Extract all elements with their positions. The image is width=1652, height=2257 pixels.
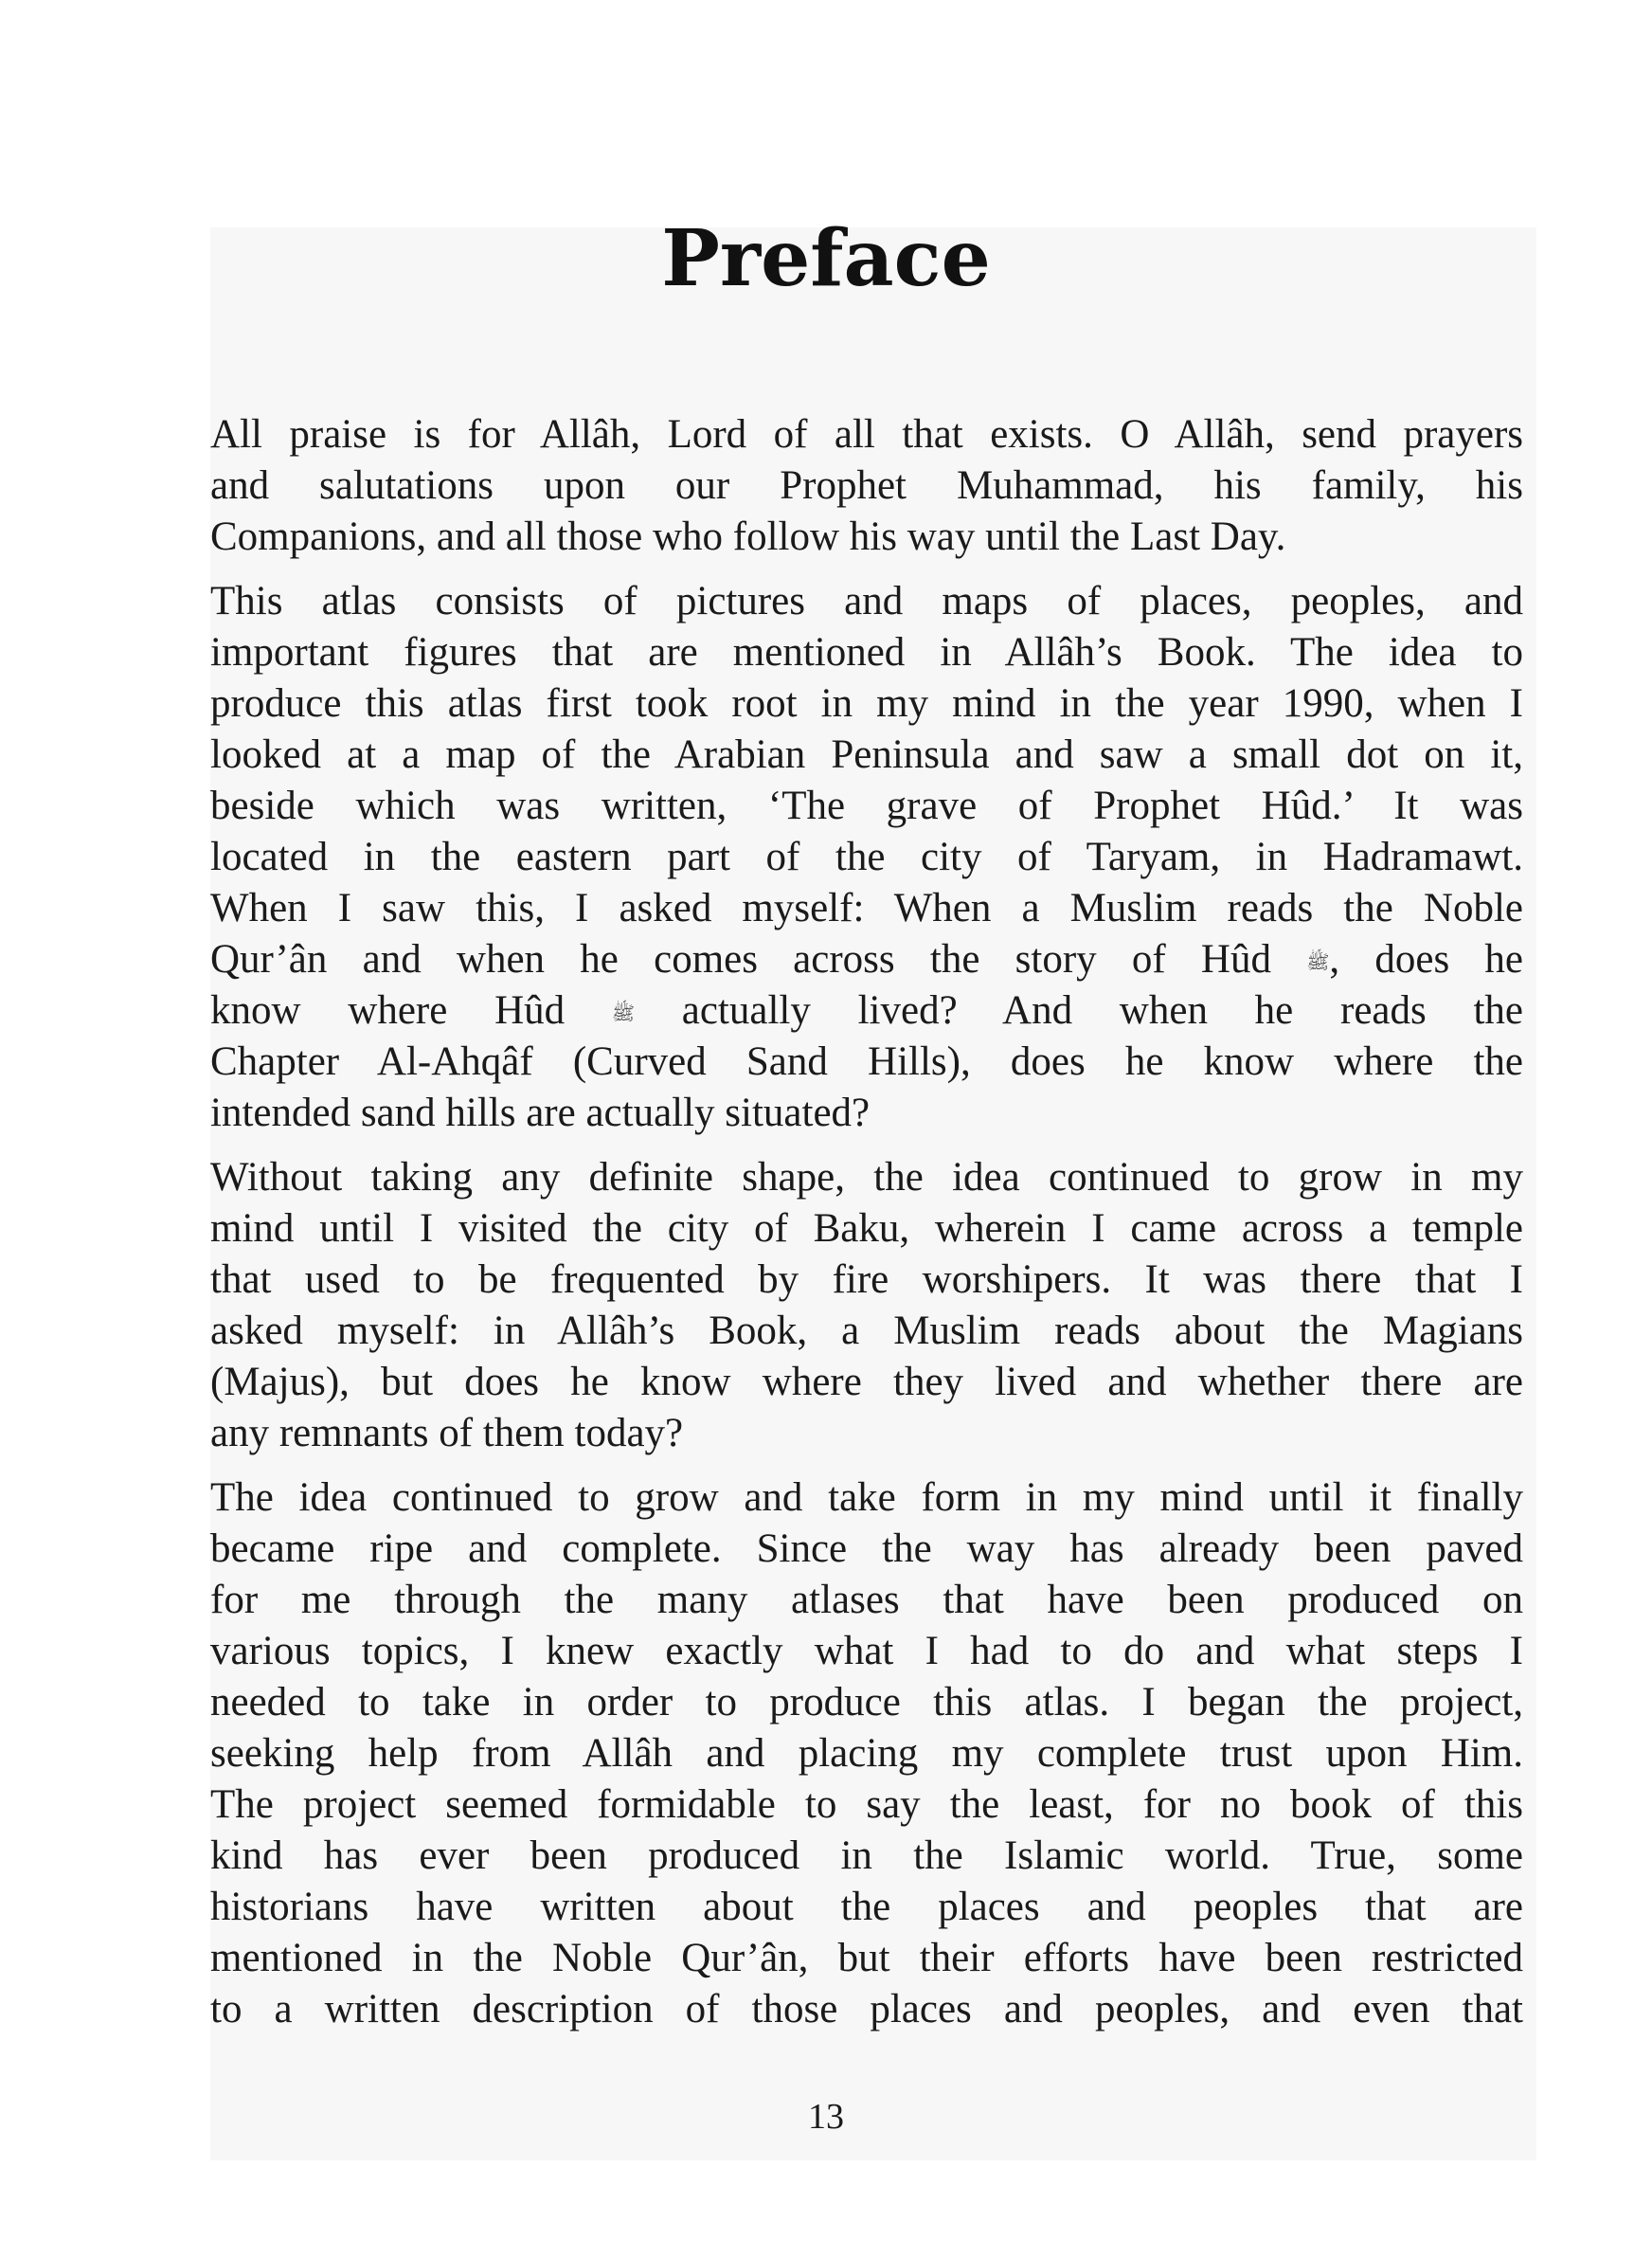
text-line: beside which was written, ‘The grave of Prophet Hûd.’ It was: [210, 784, 1523, 828]
paragraph-3: [210, 1152, 1523, 1459]
text-line: historians have written about the places and peoples that are: [210, 1885, 1523, 1929]
text-line: The project seemed formidable to say the least, for no book of this: [210, 1782, 1523, 1827]
text-line: and salutations upon our Prophet Muhammad, his family, his: [210, 463, 1523, 508]
honorific-glyph-icon: ﷺ: [1306, 950, 1330, 973]
text-line: produce this atlas first took root in my mind in the year 1990, when I: [210, 681, 1523, 726]
text-line: Chapter Al-Ahqâf (Curved Sand Hills), does he know where the: [210, 1039, 1523, 1084]
text-line: asked myself: in Allâh’s Book, a Muslim reads about the Magians: [210, 1309, 1523, 1353]
text-line: became ripe and complete. Since the way has already been paved: [210, 1526, 1523, 1571]
body-text: [210, 409, 1523, 2049]
text-line: When I saw this, I asked myself: When a Muslim reads the Noble: [210, 886, 1523, 930]
text-fragment: , does he: [1329, 937, 1523, 982]
text-line: intended sand hills are actually situated?: [210, 1091, 871, 1135]
text-fragment: actually lived? And when he reads the: [635, 988, 1523, 1033]
text-line: looked at a map of the Arabian Peninsula and saw a small dot on it,: [210, 732, 1523, 777]
text-line: important figures that are mentioned in Allâh’s Book. The idea to: [210, 630, 1523, 675]
paragraph-2: [210, 576, 1523, 1139]
text-fragment: Qur’ân and when he comes across the story of Hûd: [210, 937, 1307, 982]
text-line-with-honorific: [210, 934, 1523, 985]
text-line: needed to take in order to produce this atlas. I began the project,: [210, 1680, 1523, 1724]
text-line-with-honorific: [210, 985, 1523, 1037]
text-line: any remnants of them today?: [210, 1411, 684, 1455]
text-line: seeking help from Allâh and placing my complete trust upon Him.: [210, 1731, 1523, 1776]
paragraph-1: [210, 409, 1523, 563]
text-line: This atlas consists of pictures and maps of places, peoples, and: [210, 579, 1523, 623]
text-line: that used to be frequented by fire worshipers. It was there that I: [210, 1257, 1523, 1302]
text-fragment: know where Hûd: [210, 988, 612, 1033]
text-line: (Majus), but does he know where they lived and whether there are: [210, 1360, 1523, 1404]
text-line: Companions, and all those who follow his way until the Last Day.: [210, 515, 1286, 559]
page-title: Preface: [661, 213, 991, 304]
page-number: 13: [808, 2097, 844, 2137]
text-line: All praise is for Allâh, Lord of all that exists. O Allâh, send prayers: [210, 412, 1523, 457]
text-line: for me through the many atlases that have been produced on: [210, 1578, 1523, 1622]
text-line: Without taking any definite shape, the idea continued to grow in my: [210, 1155, 1523, 1200]
honorific-glyph-icon: ﷺ: [611, 1002, 636, 1024]
text-line: mind until I visited the city of Baku, wherein I came across a temple: [210, 1206, 1523, 1251]
text-line: located in the eastern part of the city of Taryam, in Hadramawt.: [210, 835, 1523, 879]
text-line: The idea continued to grow and take form in my mind until it finally: [210, 1475, 1523, 1520]
text-line: to a written description of those places and peoples, and even that: [210, 1987, 1523, 2031]
text-line: kind has ever been produced in the Islamic world. True, some: [210, 1833, 1523, 1878]
paragraph-4: [210, 1472, 1523, 2035]
text-line: mentioned in the Noble Qur’ân, but their efforts have been restricted: [210, 1936, 1523, 1980]
text-line: various topics, I knew exactly what I had to do and what steps I: [210, 1629, 1523, 1673]
